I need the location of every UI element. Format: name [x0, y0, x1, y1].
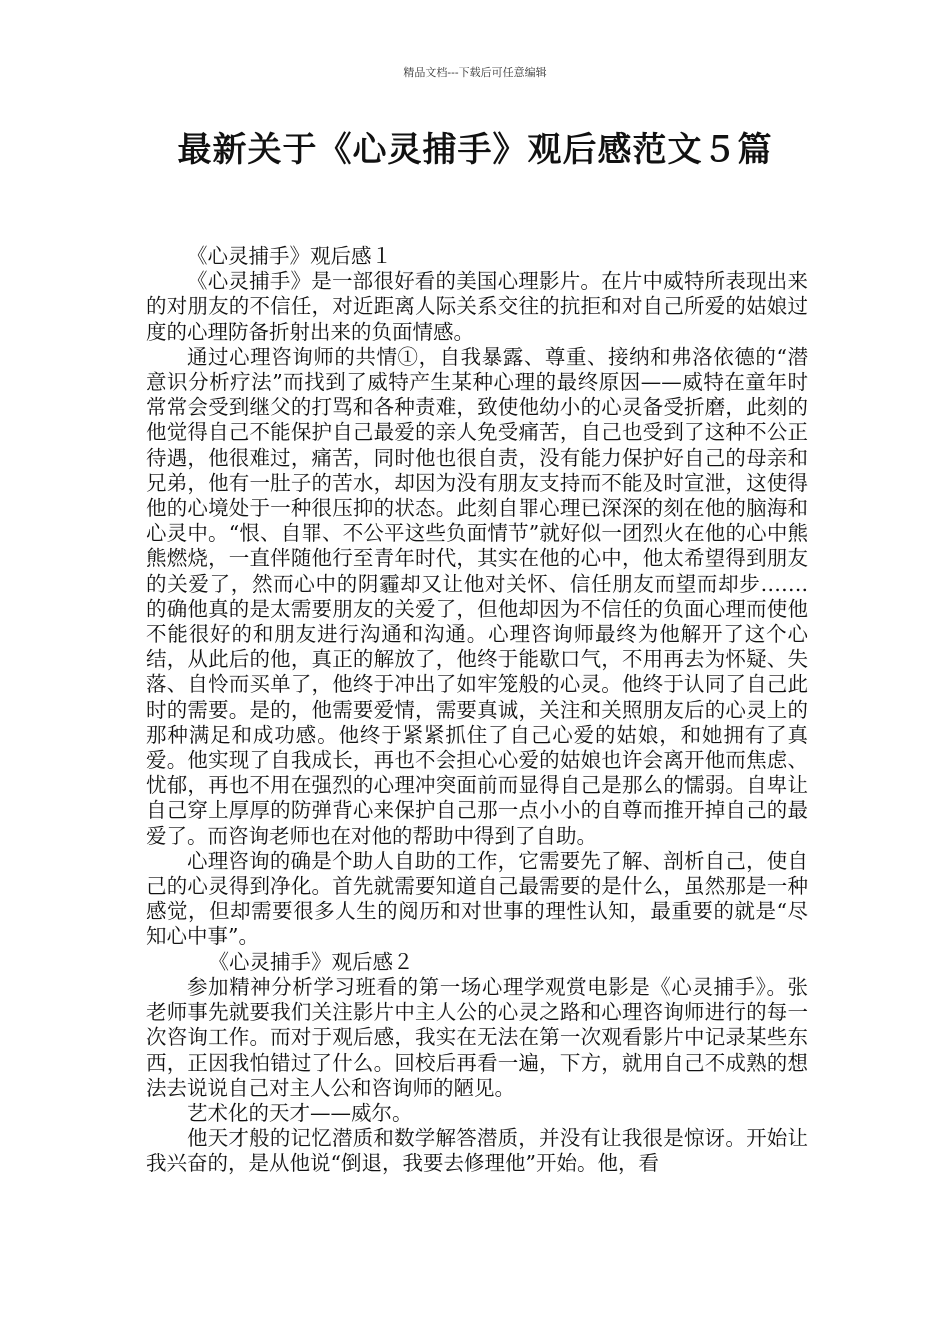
section-heading-2: 《心灵捕手》观后感２	[208, 949, 414, 974]
paragraph: 《心灵捕手》是一部很好看的美国心理影片。在片中威特所表现出来的对朋友的不信任，对近距离人际关系交往的抗拒和对自己所爱的姑娘过度的心理防备折射出来的负面情感。	[146, 269, 808, 344]
paragraph: 他天才般的记忆潜质和数学解答潜质，并没有让我很是惊讶。开始让我兴奋的，是从他说“倒退，我要去修理他”开始。他，看	[146, 1126, 808, 1176]
paragraph: 艺术化的天才——威尔。	[187, 1100, 413, 1125]
paragraph: 参加精神分析学习班看的第一场心理学观赏电影是《心灵捕手》。张老师事先就要我们关注影片中主人公的心灵之路和心理咨询师进行的每一次咨询工作。而对于观后感，我实在无法在第一次观看影片中记录某些东西，正因我怕错过了什么。回校后再看一遍，下方，就用自己不成熟的想法去说说自己对主人公和咨询师的陋见。	[146, 974, 808, 1100]
section-heading-1: 《心灵捕手》观后感１	[187, 244, 392, 268]
paragraph: 通过心理咨询师的共情①，自我暴露、尊重、接纳和弗洛依德的“潜意识分析疗法”而找到了威特产生某种心理的最终原因——威特在童年时常常会受到继父的打骂和各种责难，致使他幼小的心灵备受折磨，此刻的他觉得自己不能保护自己最爱的亲人免受痛苦，自己也受到了这种不公正待遇，他很难过，痛苦，同时他也很自责，没有能力保护好自己的母亲和兄弟，他有一肚子的苦水，却因为没有朋友支持而不能及时宣泄，这使得他的心境处于一种很压抑的状态。此刻自罪心理已深深的刻在他的脑海和心灵中。“恨、自罪、不公平这些负面情节”就好似一团烈火在他的心中熊熊燃烧，一直伴随他行至青年时代，其实在他的心中，他太希望得到朋友的关爱了，然而心中的阴霾却又让他对关怀、信任朋友而望而却步…….的确他真的是太需要朋友的关爱了，但他却因为不信任的负面心理而使他不能很好的和朋友进行沟通和沟通。心理咨询师最终为他解开了这个心结，从此后的他，真正的解放了，他终于能歇口气，不用再去为怀疑、失落、自怜而买单了，他终于冲出了如牢笼般的心灵。他终于认同了自己此时的需要。是的，他需要爱情，需要真诚，关注和关照朋友后的心灵上的那种满足和成功感。他终于紧紧抓住了自己心爱的姑娘，和她拥有了真爱。他实现了自我成长，再也不会担心心爱的姑娘也许会离开他而焦虑、忧郁，再也不用在强烈的心理冲突面前而显得自己是那么的懦弱。自卑让自己穿上厚厚的防弹背心来保护自己那一点小小的自尊而推开掉自己的最爱了。而咨询老师也在对他的帮助中得到了自助。	[146, 344, 808, 848]
document-title: 最新关于《心灵捕手》观后感范文５篇	[177, 130, 773, 170]
paragraph: 心理咨询的确是个助人自助的工作，它需要先了解、剖析自己，使自己的心灵得到净化。首先就需要知道自己最需要的是什么，虽然那是一种感觉，但却需要很多人生的阅历和对世事的理性认知，最重要的就是“尽知心中事”。	[146, 848, 808, 949]
document-body	[146, 244, 808, 1177]
header-note: 精品文档---下载后可任意编辑	[403, 66, 547, 79]
